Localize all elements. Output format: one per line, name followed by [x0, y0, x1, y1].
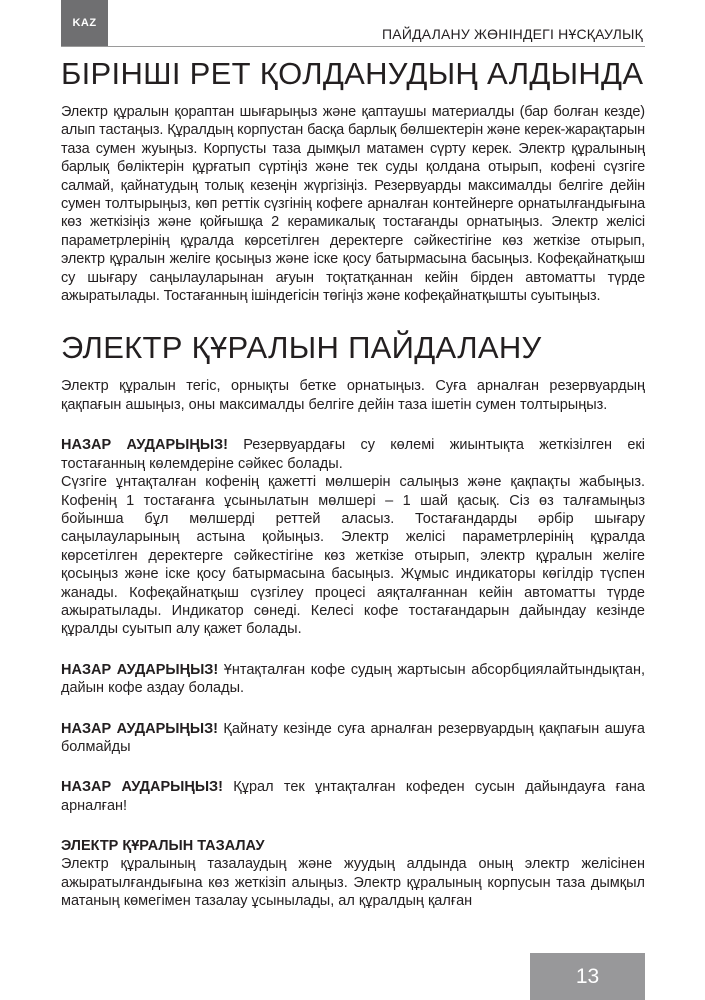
warning-label: НАЗАР АУДАРЫҢЫЗ!: [61, 779, 223, 796]
section-title-first-use: БІРІНШІ РЕТ ҚОЛДАНУДЫҢ АЛДЫНДА: [61, 56, 644, 91]
first-use-paragraph: Электр құралын қораптан шығарыңыз және қаптаушы материалды (бар болған кезде) алып тастаңыз. Құралдың корпустан басқа барлық бөлшектерін және керек-жарақтарын таза сумен жуыңыз. Корпусты таза дымқыл матамен сүрту керек. Электр құралының барлық бөліктерін құрғатып сүртіңіз және тек суды қолдана отырып, кофені сүзгіге салмай, қайнатудың толық кезеңін жүргізіңіз. Резервуарды максималды белгіге дейін сумен толтырыңыз, көп реттік сүзгінің кофеге арналған контейнерге орнатылғандығына көз жеткізіңіз және қойғышқа 2 керамикалық тостағанды орнатыңыз. Электр желісі параметрлерінің құралда көрсетілген деректерге сәйкестігіне көз жеткізе отырып, электр құралын желіге қосыңыз және іске қосу батырмасына басыңыз. Кофеқайнатқыш су шығару саңылауларынан ағуын тоқтатқаннан кейін бірден автоматты түрде ажыратылады. Тостағанның ішіндегісін төгіңіз және кофеқайнатқышты суытыңыз.: [61, 104, 645, 305]
page-content: [61, 55, 645, 910]
header-divider: [61, 46, 645, 47]
page-number-box: [530, 953, 645, 1000]
warning-label: НАЗАР АУДАРЫҢЫЗ!: [61, 661, 219, 678]
warning-paragraph-4: [61, 778, 645, 815]
warning-text: Құрал тек ұнтақталған кофеден сусын дайындауға ғана арналған!: [61, 779, 645, 814]
language-code: KAZ: [72, 17, 97, 29]
warning-text: Резервуардағы су көлемі жиынтықта жеткізілген екі тостағанның көлемдеріне сәйкес болады.: [61, 437, 645, 472]
running-header-title: ПАЙДАЛАНУ ЖӨНІНДЕГІ НҰСҚАУЛЫҚ: [382, 26, 643, 42]
page-number: 13: [575, 964, 600, 988]
warning-paragraph-2: [61, 661, 645, 698]
usage-body-paragraph: Сүзгіге ұнтақталған кофенің қажетті мөлшерін салыңыз және қақпақты жабыңыз. Кофенің 1 тостағанға ұсынылатын мөлшері – 1 шай қасық. Сіз өз талғамыңыз бойынша бұл мөлшерді реттей аласыз. Тостағандарды әрбір шығару саңылауларының астына қойыңыз. Электр желісі параметрлерінің құралда көрсетілген деректерге сәйкестігіне көз жеткізе отырып, электр құралын желіге қосыңыз және іске қосу батырмасына басыңыз. Жұмыс индикаторы көгілдір түспен жанады. Кофеқайнатқыш сүзгілеу процесі аяқталғаннан кейін автоматты түрде ажыратылады. Индикатор сөнеді. Келесі кофе тостағандарын дайындау кезінде құралды суытып алу қажет болады.: [61, 474, 645, 638]
cleaning-paragraph: Электр құралының тазалаудың және жуудың алдында оның электр желісінен ажыратылғандығына көз жеткізіп алыңыз. Электр құралының корпусын таза дымқыл матаның көмегімен тазалау ұсынылады, ал құралдың қалған: [61, 856, 645, 909]
warning-text: Қайнату кезінде суға арналған резервуардың қақпағын ашуға болмайды: [61, 720, 645, 755]
warning-paragraph-3: [61, 720, 645, 757]
section-title-usage: ЭЛЕКТР ҚҰРАЛЫН ПАЙДАЛАНУ: [61, 330, 542, 366]
usage-intro-paragraph: Электр құралын тегіс, орнықты бетке орнатыңыз. Суға арналған резервуардың қақпағын ашыңыз, оны максималды белгіге дейін таза ішетін сумен толтырыңыз.: [61, 378, 645, 413]
warning-label: НАЗАР АУДАРЫҢЫЗ!: [61, 437, 228, 454]
warning-paragraph-1: [61, 436, 645, 473]
language-tab: [61, 0, 108, 46]
section-title-cleaning: ЭЛЕКТР ҚҰРАЛЫН ТАЗАЛАУ: [61, 838, 265, 855]
warning-text: Ұнтақталған кофе судың жартысын абсорбциялайтындықтан, дайын кофе аздау болады.: [61, 661, 646, 697]
warning-label: НАЗАР АУДАРЫҢЫЗ!: [61, 720, 219, 737]
